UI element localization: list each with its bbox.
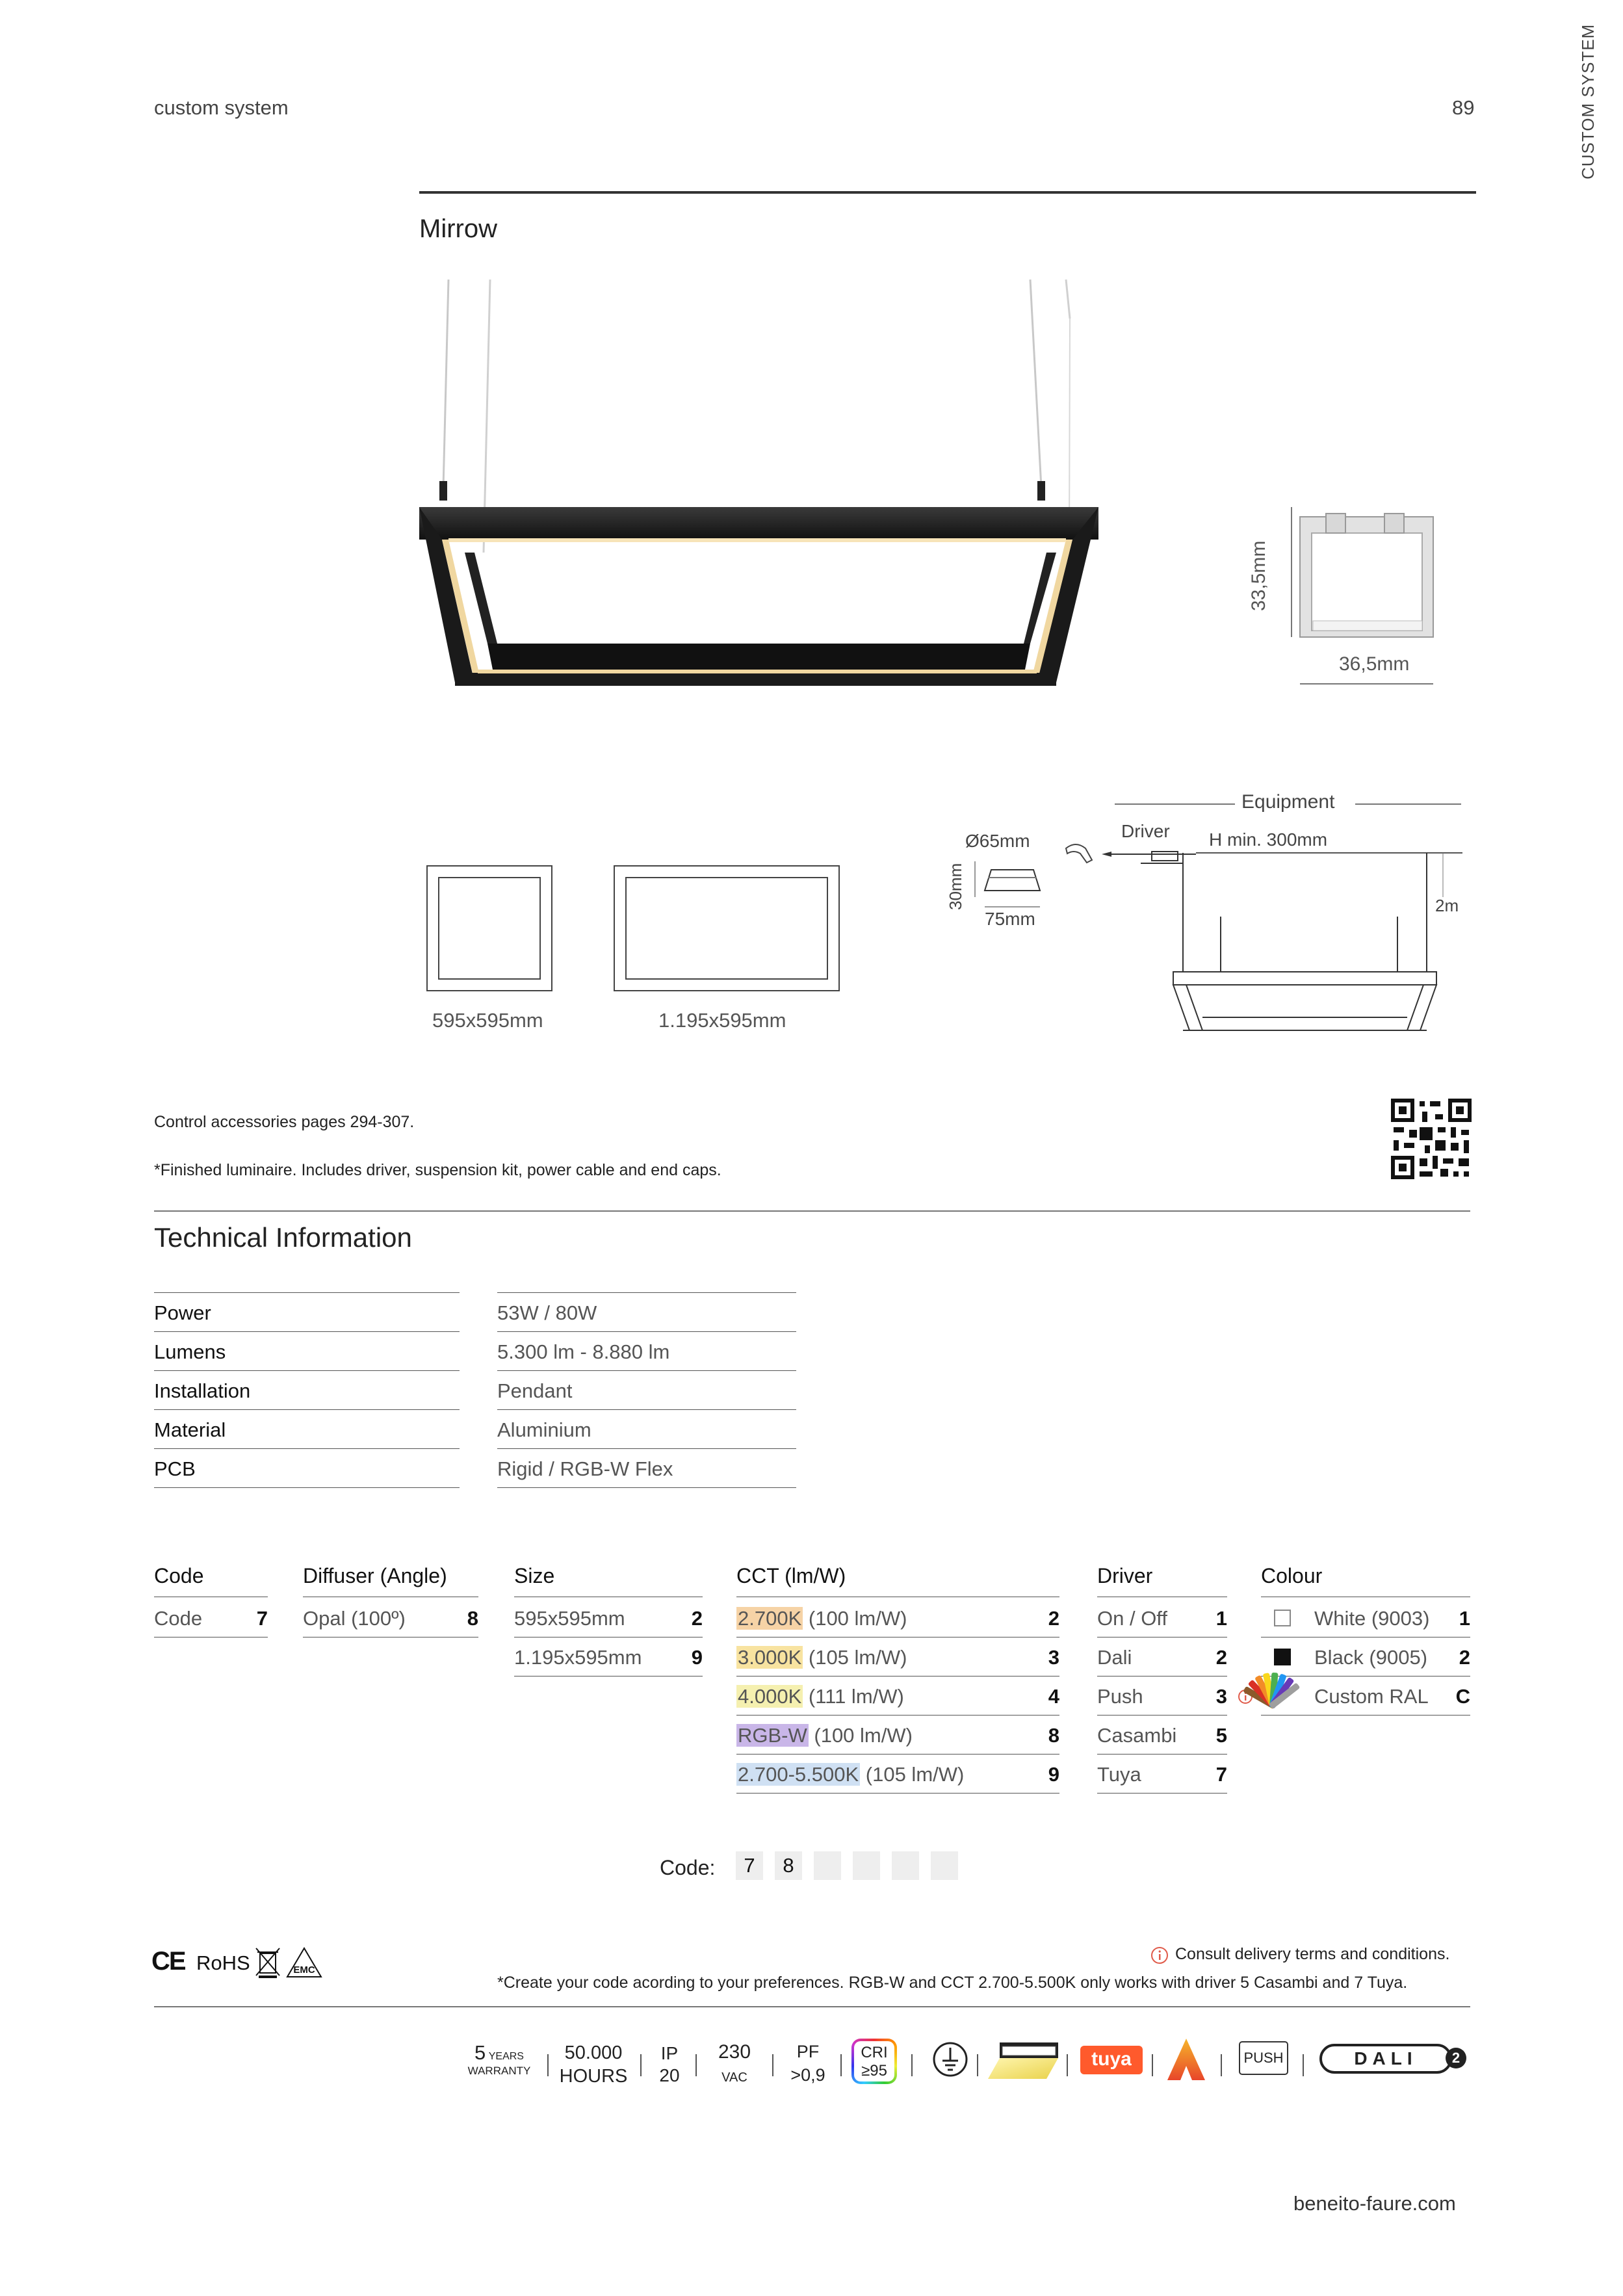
colour-option[interactable]	[1261, 1638, 1470, 1677]
light-distribution-icon	[987, 2040, 1059, 2080]
cct-efficacy: (105 lm/W)	[803, 1646, 907, 1669]
cct-efficacy: (100 lm/W)	[808, 1724, 913, 1747]
size-option[interactable]	[514, 1599, 703, 1638]
tech-value: 53W / 80W	[497, 1301, 597, 1324]
driver-label: On / Off	[1097, 1607, 1167, 1630]
pf-value: >0,9	[790, 2065, 825, 2085]
cct-code-digit: 3	[1048, 1646, 1059, 1669]
info-icon	[1150, 1946, 1169, 1964]
driver-label: Push	[1097, 1685, 1143, 1708]
option-row-rule	[736, 1754, 1059, 1755]
driver-option[interactable]	[1097, 1599, 1227, 1638]
weee-bin-icon	[255, 1947, 281, 1979]
driver-code-digit: 1	[1215, 1607, 1227, 1630]
cct-efficacy: (105 lm/W)	[860, 1763, 965, 1786]
cct-efficacy: (111 lm/W)	[803, 1685, 904, 1708]
tech-row-rule	[497, 1331, 796, 1332]
tech-row-rule	[154, 1448, 460, 1449]
canopy-depth: 30mm	[946, 863, 965, 910]
push-badge: PUSH	[1239, 2041, 1288, 2075]
code-digit-box[interactable]	[892, 1851, 919, 1880]
size-code-digit: 9	[691, 1646, 703, 1669]
rohs-mark: RoHS	[196, 1951, 250, 1974]
equipment-title: Equipment	[1241, 791, 1335, 813]
emc-mark	[286, 1947, 322, 1978]
diffuser-label: Opal (100º)	[303, 1607, 406, 1630]
cct-option[interactable]	[736, 1716, 1059, 1755]
tech-label: Power	[154, 1301, 211, 1324]
code-digit-box[interactable]	[853, 1851, 880, 1880]
tech-row-rule	[497, 1487, 796, 1488]
size-diagrams	[426, 865, 842, 995]
driver-option[interactable]	[1097, 1755, 1227, 1794]
driver-column-header: Driver	[1097, 1564, 1153, 1587]
tech-row-rule	[497, 1370, 796, 1371]
driver-code-digit: 7	[1215, 1763, 1227, 1786]
code-code-digit: 7	[256, 1607, 268, 1630]
side-section-label: CUSTOM SYSTEM	[1578, 23, 1598, 179]
separator	[911, 2054, 913, 2076]
finished-luminaire-note: *Finished luminaire. Includes driver, suspension kit, power cable and end caps.	[154, 1161, 721, 1179]
black-swatch	[1274, 1649, 1291, 1665]
qr-code[interactable]	[1391, 1099, 1472, 1179]
hours-badge	[558, 2041, 629, 2088]
size-code-digit: 2	[691, 1607, 703, 1630]
page-number: 89	[1452, 96, 1475, 119]
cri-badge	[851, 2039, 897, 2084]
cct-highlight: 2.700-5.500K	[738, 1763, 859, 1786]
website-link[interactable]: beneito-faure.com	[1293, 2192, 1456, 2215]
colour-option[interactable]	[1261, 1599, 1470, 1638]
tech-row-rule	[154, 1370, 460, 1371]
cct-label	[736, 1599, 907, 1638]
separator	[1067, 2054, 1068, 2076]
size-large-label: 1.195x595mm	[658, 1009, 786, 1032]
canopy-diameter: Ø65mm	[965, 831, 1030, 851]
cri-label: CRI	[861, 2044, 888, 2061]
tuya-logo: tuya	[1080, 2046, 1143, 2074]
cct-highlight: RGB-W	[738, 1724, 807, 1747]
equipment-diagram	[962, 826, 1469, 1040]
cri-value: ≥95	[861, 2062, 887, 2080]
cct-highlight: 4.000K	[738, 1685, 802, 1708]
driver-option[interactable]	[1097, 1716, 1227, 1755]
size-small-label: 595x595mm	[432, 1009, 543, 1032]
pf-label: PF	[796, 2042, 820, 2061]
separator	[772, 2054, 773, 2076]
code-label: Code	[154, 1607, 203, 1630]
diffuser-option[interactable]	[303, 1599, 478, 1638]
cct-option[interactable]	[736, 1599, 1059, 1638]
separator	[1221, 2054, 1222, 2076]
code-column-header: Code	[154, 1564, 204, 1587]
dali-version: 2	[1446, 2048, 1466, 2068]
consult-note: Consult delivery terms and conditions.	[1175, 1945, 1450, 1963]
colour-code-digit: 1	[1459, 1607, 1470, 1630]
ral-colour-fan-icon	[1262, 1684, 1308, 1712]
separator	[640, 2054, 642, 2076]
hours-value: 50.000	[564, 2042, 623, 2063]
colour-code-digit: C	[1455, 1685, 1470, 1708]
diffuser-column-header: Diffuser (Angle)	[303, 1564, 447, 1587]
separator	[1152, 2054, 1153, 2076]
code-builder-label: Code:	[660, 1856, 716, 1879]
pf-badge	[779, 2040, 837, 2087]
voltage-label: VAC	[721, 2070, 747, 2085]
technical-title: Technical Information	[154, 1222, 412, 1253]
driver-label: Dali	[1097, 1646, 1132, 1669]
tech-label: Lumens	[154, 1340, 226, 1363]
tech-row-rule	[154, 1331, 460, 1332]
colour-option[interactable]	[1261, 1677, 1470, 1716]
emc-text: EMC	[293, 1964, 315, 1976]
product-pendant-image	[416, 280, 1105, 696]
profile-width: 36,5mm	[1339, 653, 1410, 675]
cct-option[interactable]	[736, 1677, 1059, 1716]
canopy-width: 75mm	[985, 909, 1035, 929]
tech-row-rule	[497, 1409, 796, 1410]
size-column-header: Size	[514, 1564, 555, 1587]
colour-label: Custom RAL	[1314, 1685, 1429, 1708]
warranty-badge	[467, 2041, 532, 2078]
code-option[interactable]	[154, 1599, 268, 1638]
cct-option[interactable]	[736, 1638, 1059, 1677]
cct-highlight: 3.000K	[738, 1646, 802, 1669]
dali-logo: DALI	[1319, 2044, 1452, 2074]
earth-ground-icon	[932, 2041, 968, 2078]
size-label: 595x595mm	[514, 1607, 625, 1630]
tech-row-rule	[154, 1487, 460, 1488]
separator	[977, 2054, 978, 2076]
ip-value: 20	[659, 2065, 680, 2085]
separator	[547, 2054, 549, 2076]
cct-code-digit: 2	[1048, 1607, 1059, 1630]
tech-row-rule	[497, 1292, 796, 1293]
voltage-value: 230	[718, 2041, 751, 2063]
code-digit-box[interactable]	[931, 1851, 958, 1880]
driver-label: Casambi	[1097, 1724, 1177, 1747]
equipment-rule-right	[1355, 803, 1461, 805]
cable-length: 2m	[1435, 896, 1459, 915]
driver-code-digit: 3	[1215, 1685, 1227, 1708]
code-digit-box[interactable]	[814, 1851, 841, 1880]
equipment-rule-left	[1115, 803, 1235, 805]
tech-value: Pendant	[497, 1379, 573, 1402]
product-title: Mirrow	[419, 215, 497, 243]
colour-code-digit: 2	[1459, 1646, 1470, 1669]
cct-label	[736, 1716, 913, 1755]
create-code-note: *Create your code acording to your preferences. RGB-W and CCT 2.700-5.500K only works with driver 5 Casambi and 7 Tuya.	[497, 1974, 1408, 1992]
option-row-rule	[1097, 1754, 1227, 1755]
title-rule	[419, 191, 1476, 194]
cct-label	[736, 1677, 904, 1716]
code-digit-box[interactable]: 8	[775, 1851, 802, 1880]
colour-column-header: Colour	[1261, 1564, 1323, 1587]
driver-code-digit: 5	[1215, 1724, 1227, 1747]
technical-section-rule	[154, 1210, 1470, 1212]
profile-height: 33,5mm	[1248, 540, 1269, 611]
separator	[695, 2054, 697, 2076]
cct-column-header: CCT (lm/W)	[736, 1564, 846, 1587]
cct-efficacy: (100 lm/W)	[803, 1607, 907, 1630]
warranty-label: WARRANTY	[467, 2065, 531, 2077]
cct-label	[736, 1755, 964, 1794]
ce-mark: CE	[151, 1947, 185, 1976]
tech-row-rule	[154, 1409, 460, 1410]
warranty-unit: YEARS	[488, 2051, 524, 2062]
cct-highlight: 2.700K	[738, 1607, 802, 1630]
control-accessories-note: Control accessories pages 294-307.	[154, 1113, 415, 1131]
tech-label: Material	[154, 1418, 226, 1441]
ip-badge	[653, 2042, 686, 2087]
size-label: 1.195x595mm	[514, 1646, 642, 1669]
tech-row-rule	[154, 1292, 460, 1293]
driver-code-digit: 2	[1215, 1646, 1227, 1669]
tech-row-rule	[497, 1448, 796, 1449]
driver-label: Driver	[1121, 821, 1170, 841]
driver-label: Tuya	[1097, 1763, 1141, 1786]
cct-code-digit: 8	[1048, 1724, 1059, 1747]
cct-code-digit: 9	[1048, 1763, 1059, 1786]
option-row-rule	[1097, 1793, 1227, 1794]
diffuser-code-digit: 8	[467, 1607, 478, 1630]
voltage-badge	[705, 2041, 764, 2090]
tech-value: Aluminium	[497, 1418, 591, 1441]
driver-option[interactable]	[1097, 1638, 1227, 1677]
tech-label: PCB	[154, 1457, 196, 1480]
cct-label	[736, 1638, 907, 1677]
driver-option[interactable]	[1097, 1677, 1227, 1716]
size-option[interactable]	[514, 1638, 703, 1677]
tech-value: 5.300 lm - 8.880 lm	[497, 1340, 670, 1363]
hours-label: HOURS	[559, 2066, 628, 2087]
tech-label: Installation	[154, 1379, 251, 1402]
hmin-label: H min. 300mm	[1209, 829, 1328, 850]
colour-label: White (9003)	[1314, 1607, 1430, 1630]
separator	[840, 2054, 842, 2076]
option-row-rule	[736, 1793, 1059, 1794]
casambi-logo-icon	[1165, 2037, 1208, 2081]
code-digit-box[interactable]: 7	[736, 1851, 763, 1880]
separator	[1303, 2054, 1304, 2076]
tech-value: Rigid / RGB-W Flex	[497, 1457, 673, 1480]
ip-label: IP	[660, 2043, 679, 2063]
colour-label: Black (9005)	[1314, 1646, 1428, 1669]
footer-rule	[154, 2006, 1470, 2007]
warranty-years: 5	[474, 2041, 486, 2064]
cct-option[interactable]	[736, 1755, 1059, 1794]
section-label: custom system	[154, 96, 289, 119]
cct-code-digit: 4	[1048, 1685, 1059, 1708]
white-swatch	[1274, 1610, 1291, 1626]
